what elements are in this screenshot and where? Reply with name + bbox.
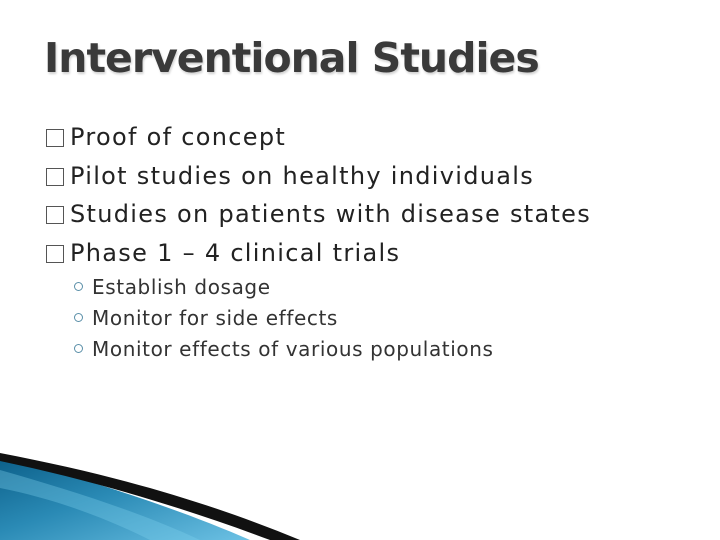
sub-bullet-text: Monitor for side effects bbox=[92, 306, 338, 330]
sub-bullet-text: Establish dosage bbox=[92, 275, 271, 299]
ring-bullet-icon bbox=[74, 344, 83, 353]
sub-bullet-text: Monitor effects of various populations bbox=[92, 337, 494, 361]
ring-bullet-icon bbox=[74, 313, 83, 322]
bullet-text: Studies on patients with disease states bbox=[70, 200, 592, 228]
sub-bullet-item bbox=[46, 334, 591, 365]
sub-bullet-item bbox=[46, 272, 591, 303]
sub-bullet-item bbox=[46, 303, 591, 334]
bullet-text: Phase 1 – 4 clinical trials bbox=[70, 238, 401, 267]
ring-bullet-icon bbox=[74, 282, 83, 291]
bullet-text: Pilot studies on healthy individuals bbox=[70, 161, 535, 190]
bullet-item bbox=[46, 234, 591, 366]
bullet-text: Proof of concept bbox=[70, 123, 287, 151]
square-bullet-icon bbox=[46, 168, 64, 186]
sub-bullet-list bbox=[46, 272, 591, 365]
bullet-item bbox=[46, 195, 591, 234]
square-bullet-icon bbox=[46, 245, 64, 263]
square-bullet-icon bbox=[46, 206, 64, 224]
slide-title: Interventional Studies bbox=[44, 34, 539, 82]
bullet-item bbox=[46, 118, 591, 157]
bullet-list bbox=[46, 118, 591, 365]
bullet-item bbox=[46, 157, 591, 196]
square-bullet-icon bbox=[46, 129, 64, 147]
